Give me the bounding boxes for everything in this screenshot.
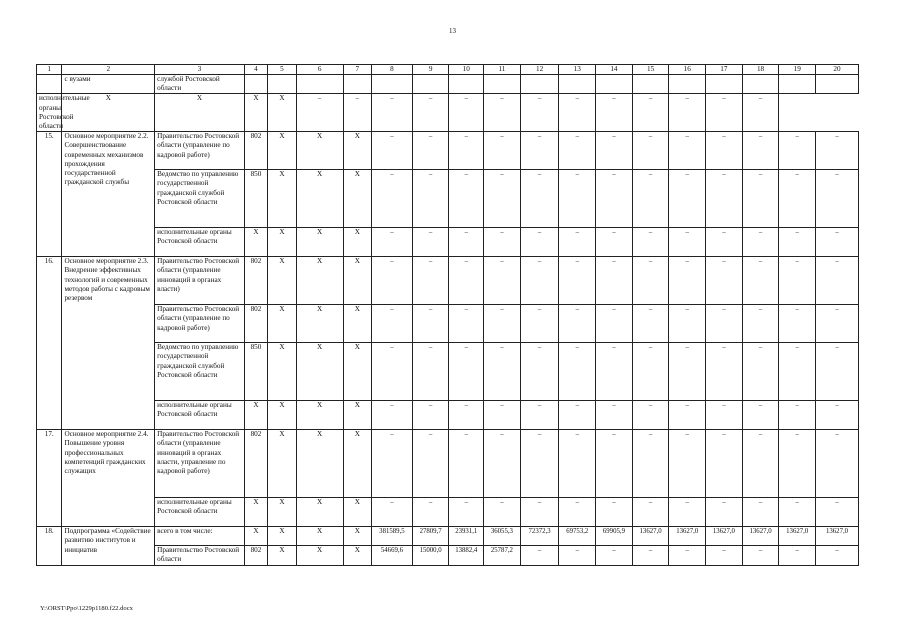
value-cell: –	[669, 343, 706, 401]
executor-cell: исполнительные органы Ростовской области	[155, 498, 245, 527]
executor-cell: Правительство Ростовской области (управление по кадровой работе)	[155, 305, 245, 343]
code-cell: 850	[244, 170, 267, 228]
value-cell: –	[559, 343, 596, 401]
value-cell: –	[742, 343, 779, 401]
value-cell: –	[706, 343, 743, 401]
header-cell: 9	[412, 65, 449, 75]
table-row	[37, 430, 859, 498]
code-cell: Х	[296, 228, 343, 257]
row-number-cell: 17.	[37, 430, 62, 527]
value-cell: –	[779, 343, 816, 401]
executor-cell: службой Ростовской области	[155, 75, 245, 94]
event-name-cell: Подпрограмма «Содействие развитию институтов и инициатив	[62, 527, 155, 565]
code-cell: Х	[296, 343, 343, 401]
value-cell: –	[372, 257, 413, 305]
value-cell: –	[596, 430, 633, 498]
table-row	[37, 305, 859, 343]
value-cell: –	[559, 546, 596, 565]
value-cell: –	[816, 401, 859, 430]
value-cell: –	[484, 170, 521, 228]
value-cell: –	[742, 132, 779, 170]
value-cell: –	[484, 132, 521, 170]
value-cell: –	[742, 546, 779, 565]
value-cell: 13627,0	[669, 527, 706, 546]
table-row	[37, 228, 859, 257]
value-cell: 13627,0	[816, 527, 859, 546]
value-cell: –	[632, 132, 669, 170]
table-row	[37, 343, 859, 401]
value-cell	[449, 75, 484, 94]
value-cell: –	[449, 94, 484, 132]
code-cell: Х	[244, 401, 267, 430]
value-cell: –	[520, 132, 559, 170]
value-cell: –	[632, 228, 669, 257]
table-row	[37, 132, 859, 170]
header-cell: 3	[155, 65, 245, 75]
code-cell: Х	[296, 546, 343, 565]
event-name-cell: с вузами	[62, 75, 155, 94]
value-cell: –	[449, 257, 484, 305]
code-cell: 802	[244, 305, 267, 343]
table-row	[37, 170, 859, 228]
value-cell: –	[779, 498, 816, 527]
value-cell: –	[559, 257, 596, 305]
value-cell: –	[706, 401, 743, 430]
value-cell: –	[779, 132, 816, 170]
value-cell: 54669,6	[372, 546, 413, 565]
value-cell: –	[816, 498, 859, 527]
value-cell: 23931,1	[449, 527, 484, 546]
value-cell: –	[706, 132, 743, 170]
header-cell: 4	[244, 65, 267, 75]
value-cell: –	[372, 343, 413, 401]
row-number-cell: 16.	[37, 257, 62, 430]
value-cell: –	[816, 170, 859, 228]
value-cell: –	[742, 498, 779, 527]
value-cell: –	[484, 94, 521, 132]
table-body	[37, 65, 859, 566]
value-cell: –	[596, 228, 633, 257]
value-cell: –	[372, 401, 413, 430]
value-cell: –	[449, 498, 484, 527]
value-cell: –	[779, 401, 816, 430]
value-cell: –	[559, 94, 596, 132]
header-row	[37, 65, 859, 75]
value-cell: –	[669, 305, 706, 343]
row-number-cell	[37, 75, 62, 94]
value-cell: –	[632, 430, 669, 498]
value-cell	[372, 75, 413, 94]
value-cell: 13627,0	[742, 527, 779, 546]
header-cell: 12	[520, 65, 559, 75]
code-cell: 850	[244, 343, 267, 401]
code-cell	[268, 75, 297, 94]
code-cell: Х	[296, 498, 343, 527]
code-cell: Х	[268, 132, 297, 170]
value-cell: –	[412, 430, 449, 498]
value-cell: –	[742, 170, 779, 228]
value-cell: –	[412, 170, 449, 228]
code-cell: Х	[268, 94, 297, 132]
value-cell: –	[520, 343, 559, 401]
code-cell: Х	[155, 94, 245, 132]
value-cell: –	[520, 546, 559, 565]
value-cell: –	[706, 228, 743, 257]
value-cell: –	[372, 170, 413, 228]
code-cell: Х	[343, 527, 372, 546]
value-cell: –	[816, 257, 859, 305]
value-cell: –	[816, 132, 859, 170]
value-cell: –	[742, 305, 779, 343]
header-cell: 7	[343, 65, 372, 75]
code-cell	[296, 75, 343, 94]
value-cell: 72372,3	[520, 527, 559, 546]
value-cell	[559, 75, 596, 94]
value-cell: –	[816, 343, 859, 401]
table-row	[37, 257, 859, 305]
page-number: 13	[449, 27, 456, 35]
value-cell: –	[484, 498, 521, 527]
value-cell: –	[669, 498, 706, 527]
code-cell: Х	[244, 228, 267, 257]
value-cell: –	[632, 498, 669, 527]
code-cell: 802	[244, 257, 267, 305]
value-cell: –	[449, 343, 484, 401]
value-cell: –	[779, 228, 816, 257]
table-row	[37, 527, 859, 546]
code-cell: Х	[296, 527, 343, 546]
code-cell: Х	[343, 305, 372, 343]
value-cell: –	[632, 343, 669, 401]
code-cell: Х	[268, 228, 297, 257]
value-cell: –	[742, 228, 779, 257]
value-cell: –	[520, 228, 559, 257]
executor-cell: исполнительные органы Ростовской области	[155, 401, 245, 430]
value-cell: –	[816, 305, 859, 343]
code-cell: Х	[244, 527, 267, 546]
value-cell: –	[669, 228, 706, 257]
value-cell: –	[632, 257, 669, 305]
code-cell: Х	[268, 343, 297, 401]
value-cell: –	[559, 132, 596, 170]
header-cell: 2	[62, 65, 155, 75]
value-cell: –	[559, 170, 596, 228]
value-cell: –	[706, 170, 743, 228]
value-cell: –	[520, 305, 559, 343]
value-cell: –	[779, 257, 816, 305]
code-cell	[343, 75, 372, 94]
value-cell: –	[520, 94, 559, 132]
code-cell: Х	[268, 401, 297, 430]
value-cell: –	[372, 430, 413, 498]
header-cell: 20	[816, 65, 859, 75]
executor-cell: исполнительные органы Ростовской области	[37, 94, 62, 132]
code-cell: Х	[268, 257, 297, 305]
value-cell: –	[372, 94, 413, 132]
value-cell	[596, 75, 633, 94]
value-cell: –	[596, 257, 633, 305]
value-cell: 69905,9	[596, 527, 633, 546]
value-cell: –	[779, 546, 816, 565]
value-cell: –	[596, 343, 633, 401]
row-number-cell: 18.	[37, 527, 62, 565]
value-cell	[669, 75, 706, 94]
value-cell: –	[706, 94, 743, 132]
value-cell: –	[520, 430, 559, 498]
code-cell: Х	[296, 430, 343, 498]
value-cell: –	[484, 257, 521, 305]
value-cell: 13627,0	[779, 527, 816, 546]
value-cell	[412, 75, 449, 94]
header-cell: 14	[596, 65, 633, 75]
value-cell: –	[296, 94, 343, 132]
value-cell: –	[669, 170, 706, 228]
code-cell: Х	[343, 546, 372, 565]
value-cell: –	[742, 257, 779, 305]
code-cell: Х	[343, 170, 372, 228]
value-cell: –	[742, 94, 779, 132]
header-cell: 18	[742, 65, 779, 75]
value-cell: –	[706, 498, 743, 527]
value-cell: –	[596, 498, 633, 527]
value-cell	[816, 75, 859, 94]
code-cell: Х	[343, 132, 372, 170]
value-cell: –	[484, 430, 521, 498]
value-cell: 69753,2	[559, 527, 596, 546]
event-name-cell: Основное мероприятие 2.4. Повышение уровня профессиональных компетенций гражданских служащих	[62, 430, 155, 527]
value-cell: 36055,3	[484, 527, 521, 546]
value-cell: –	[484, 401, 521, 430]
value-cell: –	[742, 430, 779, 498]
value-cell: –	[520, 257, 559, 305]
row-number-cell: 15.	[37, 132, 62, 257]
table-row	[37, 498, 859, 527]
header-cell: 10	[449, 65, 484, 75]
value-cell: –	[596, 94, 633, 132]
header-cell: 17	[706, 65, 743, 75]
value-cell: –	[559, 401, 596, 430]
event-name-cell: Основное мероприятие 2.3. Внедрение эффективных технологий и современных методов работы с кадровым резервом	[62, 257, 155, 430]
value-cell: –	[706, 257, 743, 305]
value-cell: 15000,0	[412, 546, 449, 565]
value-cell: –	[596, 401, 633, 430]
value-cell: –	[559, 498, 596, 527]
executor-cell: Ведомство по управлению государственной гражданской службой Ростовской области	[155, 343, 245, 401]
header-cell: 5	[268, 65, 297, 75]
value-cell: 25787,2	[484, 546, 521, 565]
value-cell	[742, 75, 779, 94]
value-cell	[779, 75, 816, 94]
value-cell: –	[779, 170, 816, 228]
executor-cell: Правительство Ростовской области (управление инноваций в органах власти)	[155, 257, 245, 305]
value-cell: –	[412, 343, 449, 401]
executor-cell: Ведомство по управлению государственной гражданской службой Ростовской области	[155, 170, 245, 228]
value-cell: –	[412, 94, 449, 132]
value-cell: –	[706, 546, 743, 565]
value-cell: –	[372, 498, 413, 527]
value-cell: 13627,0	[632, 527, 669, 546]
value-cell: –	[412, 498, 449, 527]
value-cell: –	[779, 305, 816, 343]
value-cell: –	[669, 430, 706, 498]
value-cell: –	[449, 132, 484, 170]
value-cell: –	[520, 170, 559, 228]
value-cell: –	[632, 305, 669, 343]
value-cell: –	[632, 546, 669, 565]
value-cell: –	[372, 132, 413, 170]
value-cell: –	[559, 228, 596, 257]
code-cell: Х	[268, 430, 297, 498]
footer-file-path: Y:\ORST\Ppo\1229p1180.f22.docx	[40, 605, 133, 612]
code-cell: Х	[268, 527, 297, 546]
code-cell: Х	[343, 257, 372, 305]
value-cell: –	[669, 132, 706, 170]
value-cell: –	[412, 132, 449, 170]
event-name-cell: Основное мероприятие 2.2. Совершенствование современных механизмов прохождения государственной гражданской службы	[62, 132, 155, 257]
value-cell: –	[706, 305, 743, 343]
value-cell: –	[596, 546, 633, 565]
code-cell: Х	[268, 305, 297, 343]
value-cell: –	[412, 305, 449, 343]
code-cell: Х	[268, 546, 297, 565]
table-row	[37, 546, 859, 565]
value-cell: –	[412, 401, 449, 430]
code-cell: Х	[268, 170, 297, 228]
value-cell: –	[449, 170, 484, 228]
code-cell: 802	[244, 546, 267, 565]
code-cell: Х	[296, 305, 343, 343]
value-cell: 27809,7	[412, 527, 449, 546]
value-cell: –	[669, 546, 706, 565]
value-cell: 381589,5	[372, 527, 413, 546]
code-cell: Х	[296, 132, 343, 170]
code-cell: Х	[343, 401, 372, 430]
value-cell: –	[484, 305, 521, 343]
code-cell: Х	[343, 498, 372, 527]
header-cell: 16	[669, 65, 706, 75]
executor-cell: исполнительные органы Ростовской области	[155, 228, 245, 257]
header-cell: 19	[779, 65, 816, 75]
value-cell: –	[706, 430, 743, 498]
value-cell	[706, 75, 743, 94]
value-cell: –	[596, 132, 633, 170]
value-cell: –	[632, 401, 669, 430]
header-cell: 6	[296, 65, 343, 75]
value-cell: –	[372, 228, 413, 257]
value-cell: –	[484, 228, 521, 257]
value-cell	[484, 75, 521, 94]
value-cell: –	[632, 94, 669, 132]
budget-table	[36, 64, 859, 566]
executor-cell: Правительство Ростовской области (управление по кадровой работе)	[155, 132, 245, 170]
value-cell: –	[449, 305, 484, 343]
code-cell: Х	[296, 401, 343, 430]
value-cell: –	[669, 94, 706, 132]
value-cell: –	[449, 228, 484, 257]
value-cell: 13882,4	[449, 546, 484, 565]
executor-cell: Правительство Ростовской области (управление инноваций в органах власти, управление по кадровой работе)	[155, 430, 245, 498]
header-cell: 13	[559, 65, 596, 75]
value-cell: –	[632, 170, 669, 228]
table-row	[37, 94, 859, 132]
value-cell: 13627,0	[706, 527, 743, 546]
value-cell: –	[669, 257, 706, 305]
value-cell: –	[559, 305, 596, 343]
value-cell: –	[484, 343, 521, 401]
code-cell: Х	[62, 94, 155, 132]
value-cell: –	[669, 401, 706, 430]
header-cell: 11	[484, 65, 521, 75]
code-cell: Х	[296, 257, 343, 305]
value-cell	[520, 75, 559, 94]
value-cell: –	[816, 546, 859, 565]
header-cell: 8	[372, 65, 413, 75]
value-cell: –	[559, 430, 596, 498]
value-cell: –	[520, 401, 559, 430]
value-cell: –	[596, 170, 633, 228]
value-cell: –	[779, 430, 816, 498]
value-cell: –	[343, 94, 372, 132]
value-cell: –	[596, 305, 633, 343]
header-cell: 1	[37, 65, 62, 75]
table-row	[37, 75, 859, 94]
code-cell: Х	[296, 170, 343, 228]
value-cell	[632, 75, 669, 94]
value-cell: –	[816, 228, 859, 257]
executor-cell: всего в том числе:	[155, 527, 245, 546]
value-cell: –	[372, 305, 413, 343]
code-cell: 802	[244, 430, 267, 498]
value-cell: –	[449, 401, 484, 430]
table-row	[37, 401, 859, 430]
value-cell: –	[816, 430, 859, 498]
code-cell: Х	[343, 430, 372, 498]
value-cell: –	[742, 401, 779, 430]
code-cell: 802	[244, 132, 267, 170]
header-cell: 15	[632, 65, 669, 75]
value-cell: –	[449, 430, 484, 498]
value-cell: –	[412, 257, 449, 305]
executor-cell: Правительство Ростовской области	[155, 546, 245, 565]
code-cell: Х	[268, 498, 297, 527]
value-cell: –	[412, 228, 449, 257]
code-cell: Х	[343, 228, 372, 257]
code-cell: Х	[343, 343, 372, 401]
value-cell: –	[520, 498, 559, 527]
code-cell: Х	[244, 94, 267, 132]
code-cell: Х	[244, 498, 267, 527]
code-cell	[244, 75, 267, 94]
